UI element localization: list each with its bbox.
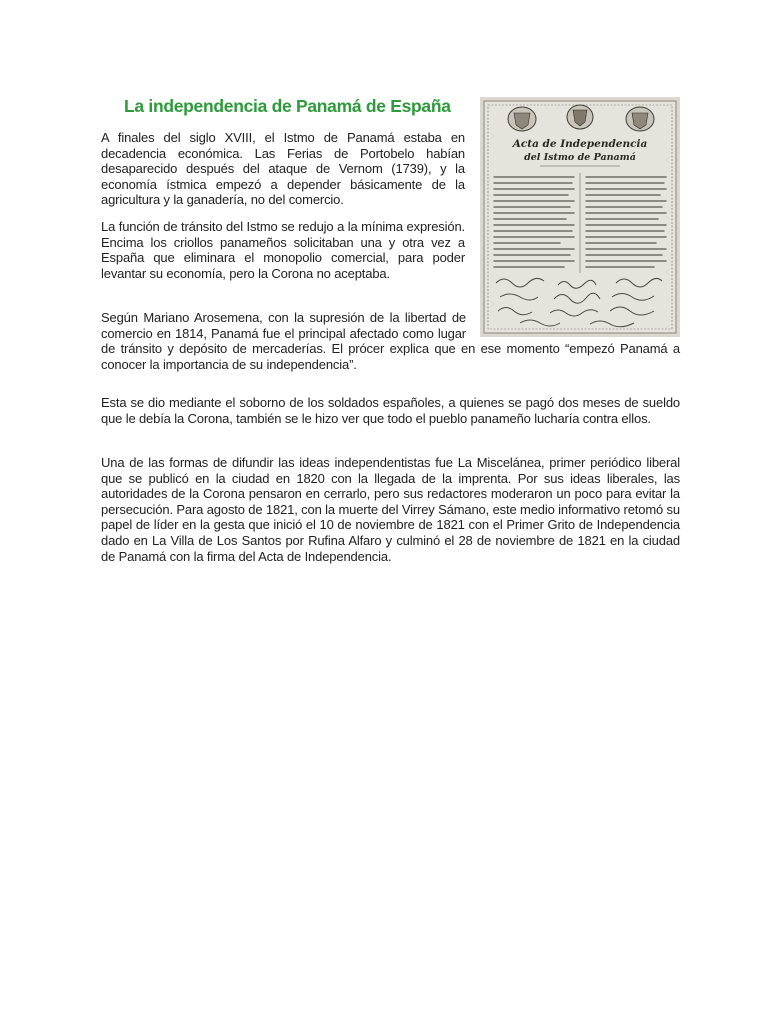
seal-right-icon [626,107,654,131]
paragraph-arosemena-block [101,310,680,372]
acta-independencia-image [480,97,680,337]
paragraph-bribery: Esta se dio mediante el soborno de los soldados españoles, a quienes se pagó dos meses de sueldo que le debía la Corona, también se le hizo ver que todo el pueblo panameño lucharía contra ellos. [101,395,680,426]
seal-center-icon [567,105,593,129]
page-title: La independencia de Panamá de España [124,96,451,116]
paragraph-economic-decline: A finales del siglo XVIII, el Istmo de Panamá estaba en decadencia económica. Las Ferias de Portobelo habían desaparecido después del ataque de Vernom (1739), y la economía ístmica empezó a depender básicamente de la agricultura y la ganadería, no del comercio. [101,130,465,208]
paragraph-transit-function: La función de tránsito del Istmo se redujo a la mínima expresión. Encima los criollos panameños solicitaban una y otra vez a España que eliminara el monopolio comercial, para poder levantar su economía, pero la Corona no aceptaba. [101,219,465,281]
paragraph-arosemena: Según Mariano Arosemena, con la supresión de la libertad de comercio en 1814, Panamá fue el principal afectado como lugar de tránsito y depósito de mercaderías. El prócer explica que en ese momento “empezó Panamá a conocer la importancia de su independencia”. [101,310,680,372]
document-heading: Acta de Independencia [512,138,648,150]
paragraph-miscelanea: Una de las formas de difundir las ideas independentistas fue La Miscelánea, primer periódico liberal que se publicó en la ciudad en 1820 con la llegada de la imprenta. Por sus ideas liberales, las autoridades de la Corona pensaron en cerrarlo, pero sus redactores moderaron un poco para evitar la persecución. Para agosto de 1821, con la muerte del Virrey Sámano, este medio informativo retomó su papel de líder en la gesta que inició el 10 de noviembre de 1821 con el Primer Grito de Independencia dado en La Villa de Los Santos por Rufina Alfaro y culminó el 28 de noviembre de 1821 en la ciudad de Panamá con la firma del Acta de Independencia. [101,455,680,564]
seal-left-icon [508,107,536,131]
document-subheading: del Istmo de Panamá [524,152,636,163]
